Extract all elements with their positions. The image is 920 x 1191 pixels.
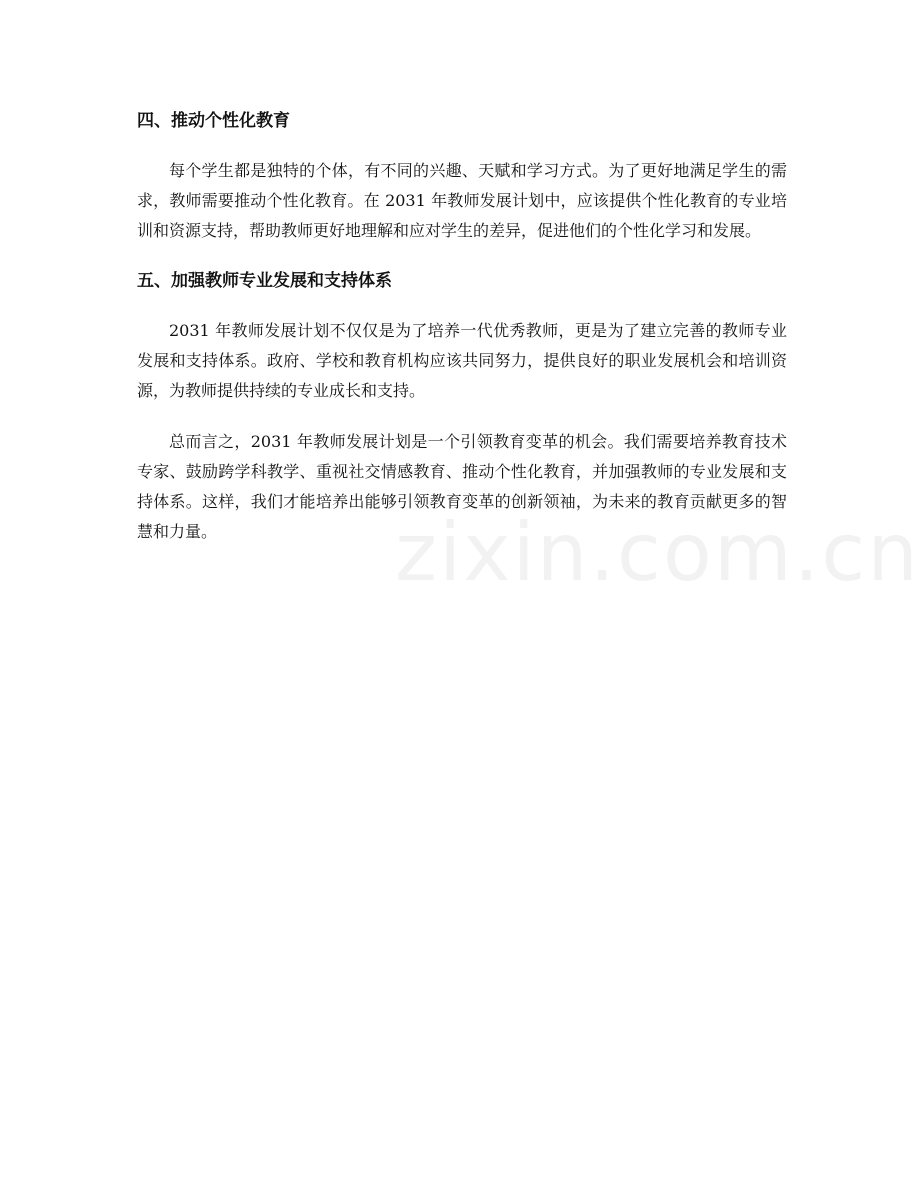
conclusion-paragraph: 总而言之，2031 年教师发展计划是一个引领教育变革的机会。我们需要培养教育技术专家、鼓励跨学科教学、重视社交情感教育、推动个性化教育，并加强教师的专业发展和支持体系。这样，我们才能培养出能够引领教育变革的创新领袖，为未来的教育贡献更多的智慧和力量。: [137, 432, 787, 541]
watermark: zixin.com.cn: [395, 506, 920, 599]
section-paragraph-4: 每个学生都是独特的个体，有不同的兴趣、天赋和学习方式。为了更好地满足学生的需求，教师需要推动个性化教育。在 2031 年教师发展计划中，应该提供个性化教育的专业培训和资源支持，帮助教师更好地理解和应对学生的差异，促进他们的个性化学习和发展。: [137, 161, 787, 240]
document-body: [137, 104, 787, 547]
section-heading-4: 四、推动个性化教育: [137, 111, 290, 131]
section-heading-5: 五、加强教师专业发展和支持体系: [137, 271, 392, 291]
section-paragraph-5: 2031 年教师发展计划不仅仅是为了培养一代优秀教师，更是为了建立完善的教师专业发展和支持体系。政府、学校和教育机构应该共同努力，提供良好的职业发展机会和培训资源，为教师提供持续的专业成长和支持。: [137, 321, 787, 400]
